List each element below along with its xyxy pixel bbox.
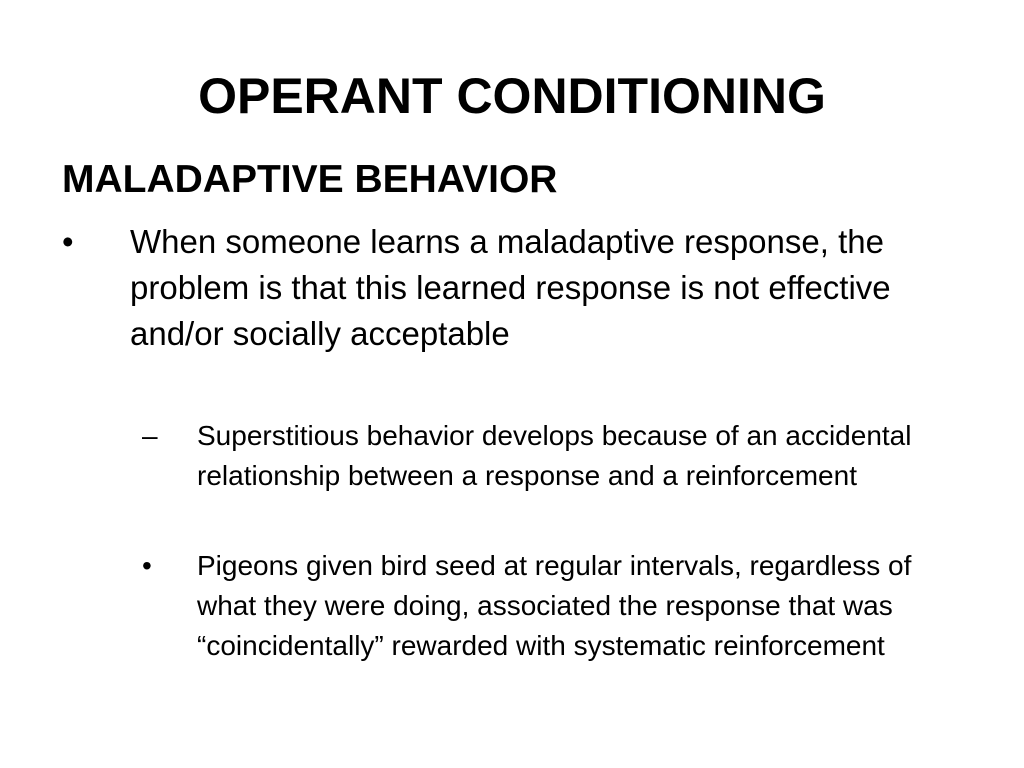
sub-bullet-text: Pigeons given bird seed at regular intervals, regardless of what they were doing, associated the response that was “coincidentally” rewarded with systematic reinforcement: [197, 550, 912, 661]
slide-title: OPERANT CONDITIONING: [198, 68, 826, 124]
slide-subheading: MALADAPTIVE BEHAVIOR: [62, 158, 558, 201]
sub-bullet-text: Superstitious behavior develops because of an accidental relationship between a response and a reinforcement: [197, 420, 912, 491]
bullet-item: [62, 219, 962, 357]
dash-marker: –: [142, 420, 158, 451]
sub-bullet-item: [142, 416, 962, 496]
sub-bullet-item: [142, 546, 962, 666]
bullet-marker: •: [142, 550, 152, 581]
bullet-text: When someone learns a maladaptive response, the problem is that this learned response is not effective and/or socially acceptable: [130, 223, 891, 352]
bullet-marker: •: [62, 223, 74, 260]
